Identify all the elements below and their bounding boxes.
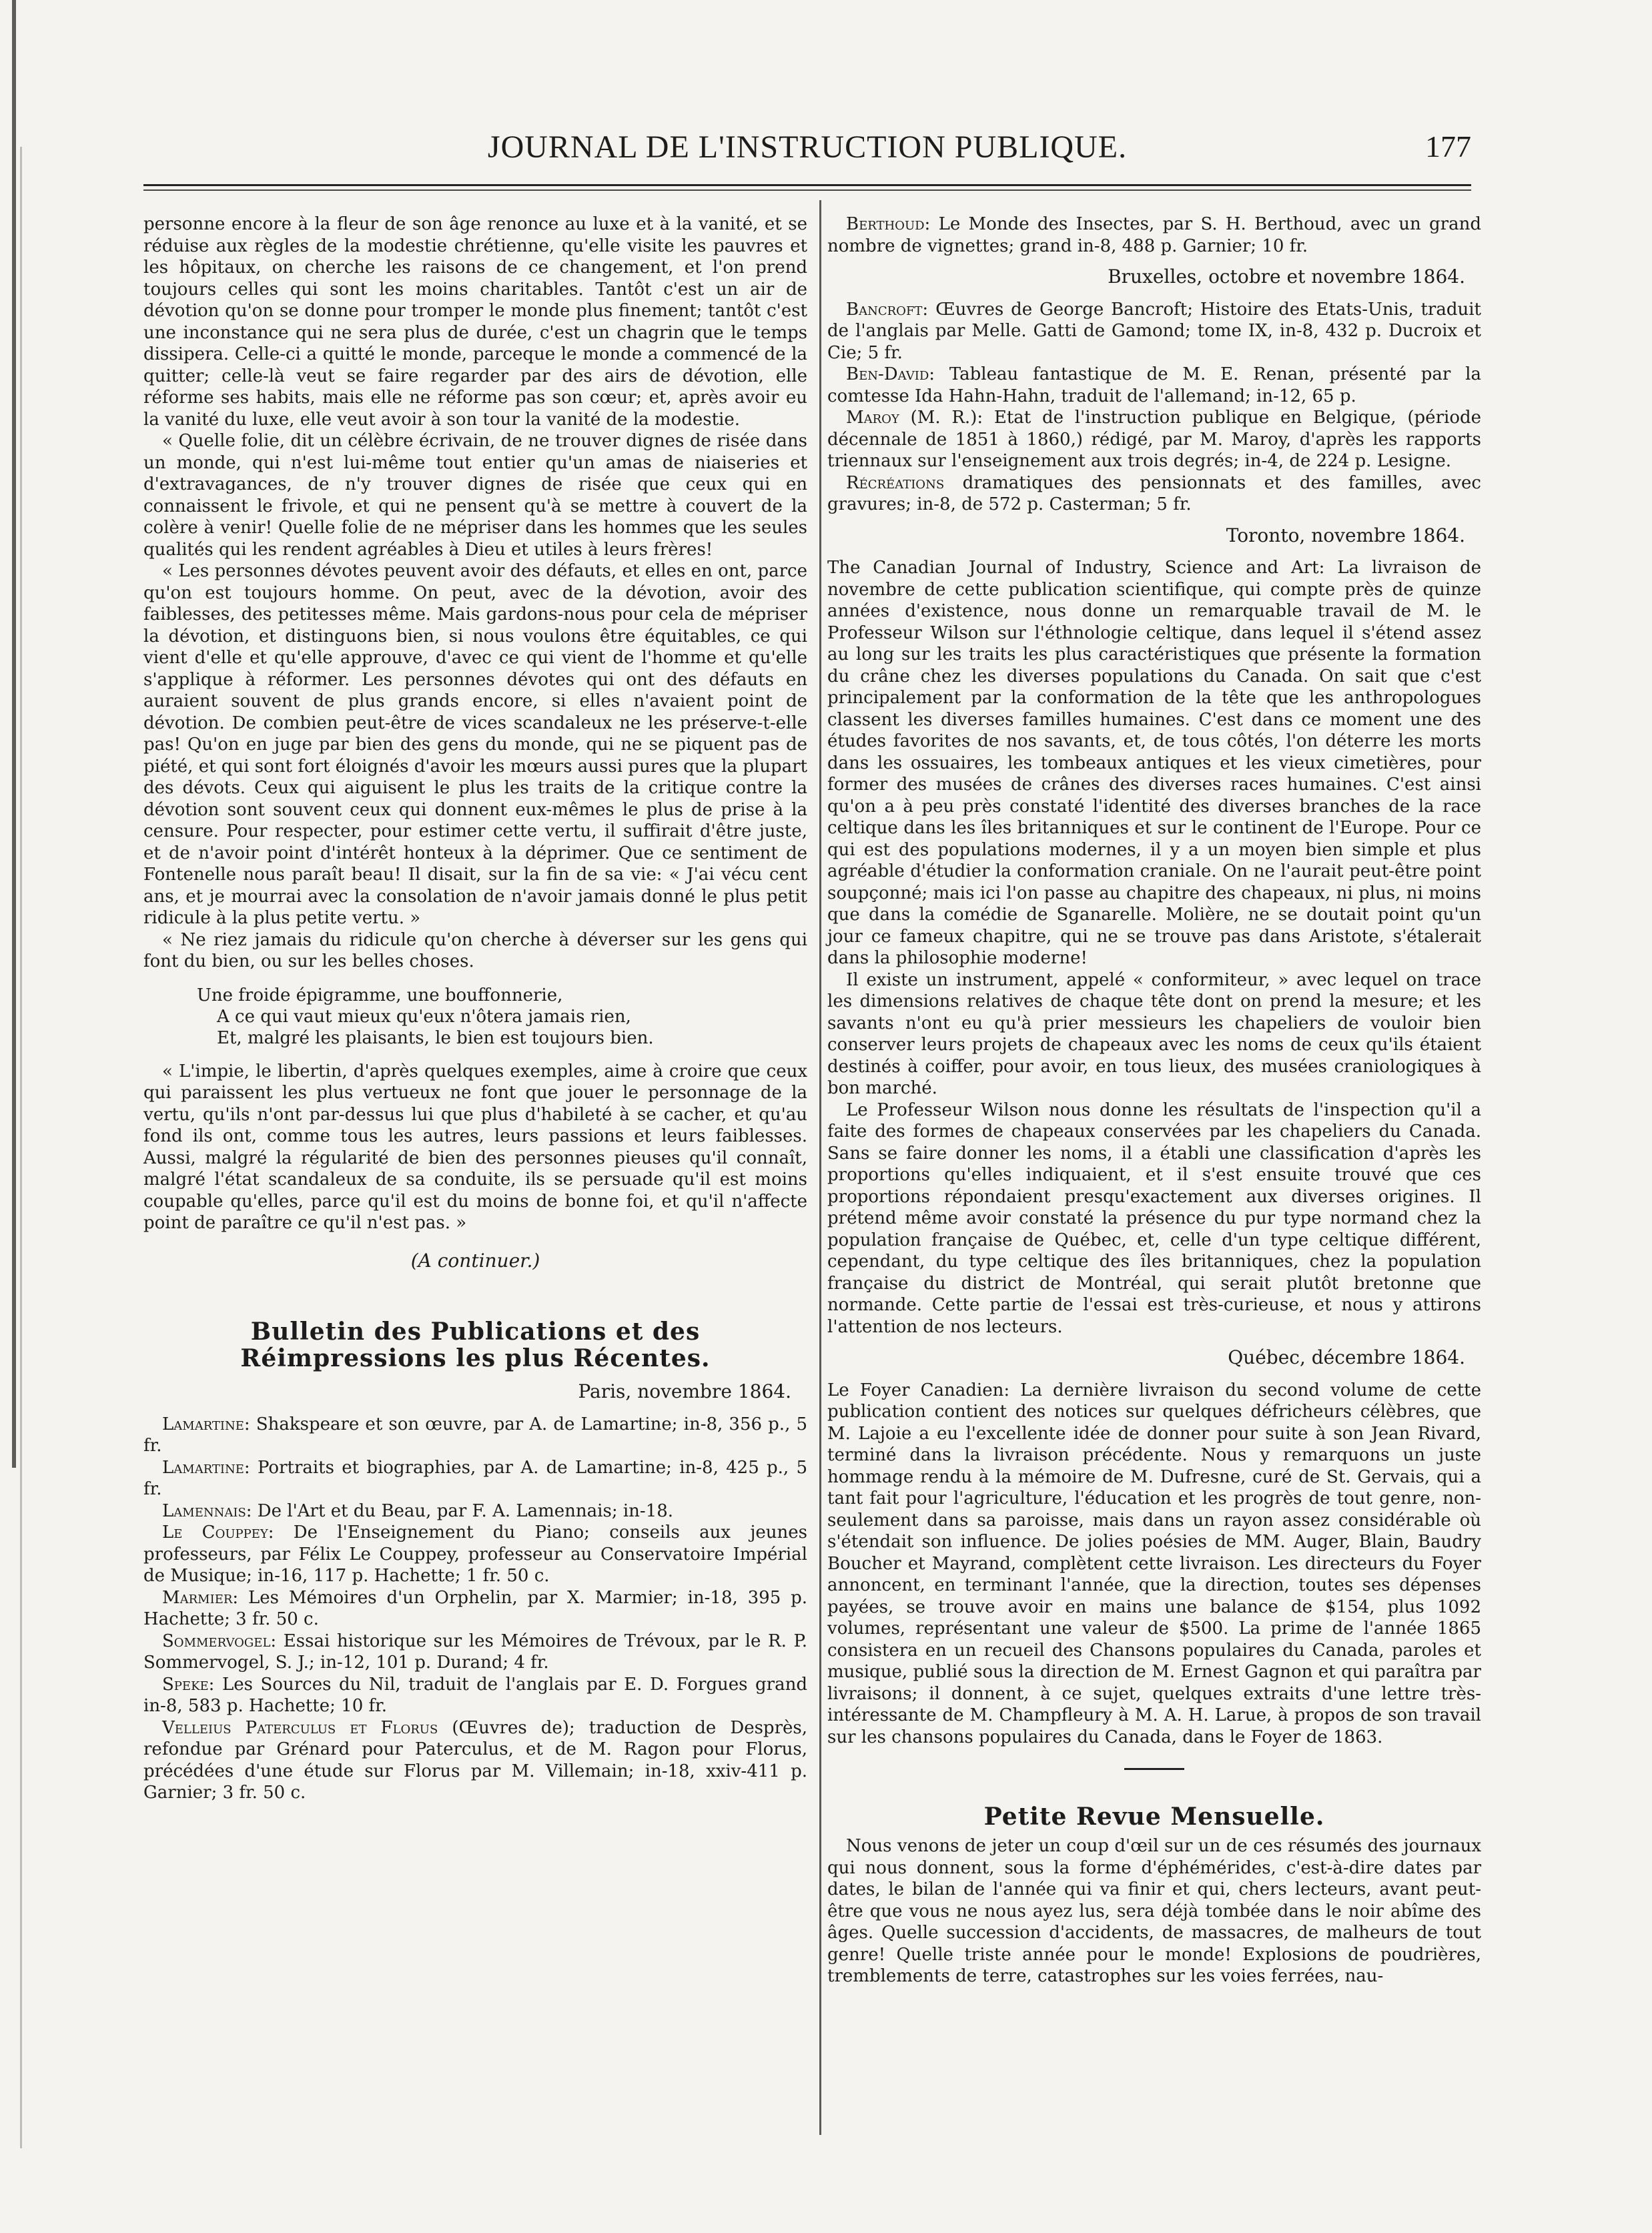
page-edge-shadow — [20, 147, 22, 2148]
entry-author: Lamartine: — [162, 1457, 250, 1478]
paragraph: Nous venons de jeter un coup d'œil sur un de ces résumés des journaux qui nous donnent, sous la forme d'éphémérides, c'est-à-dire dates par dates, le bilan de l'année qui va finir et qui, chers lecteurs, avant peut-être que vous ne nous ayez lus, sera déjà tombée dans le noir abîme des âges. Quelle succession d'accidents, de massacres, de malheurs de tout genre! Quelle triste année pour le monde! Explosions de poudrières, tremblements de terre, catastrophes sur les voies ferrées, nau- — [827, 1836, 1481, 1986]
entry-text: Œuvres de George Bancroft; Histoire des Etats-Unis, traduit de l'anglais par Melle. Gatti de Gamond; tome IX, in-8, 432 p. Ducroix et Cie; 5 fr. — [827, 299, 1481, 363]
header-rule — [143, 184, 1471, 191]
paragraph: Le Professeur Wilson nous donne les résultats de l'inspection qu'il a faite des formes de chapeaux conservées par les chapeliers du Canada. Sans se faire donner les noms, il a établi une classification d'après les proportions qu'elles indiquaient, et il s'est ensuite trouvé que ces proportions répondaient presqu'exactement aux diverses origines. Il prétend même avoir constaté la présence du pur type normand chez la population française de Québec, et, celle d'un type celtique différent, cependant, du type celtique des îles britanniques, chez la population française du district de Montréal, qui serait plutôt bretonne que normande. Cette partie de l'essai est très-curieuse, et nous y attirons l'attention de nos lecteurs. — [827, 1099, 1481, 1337]
poem-line: Une froide épigramme, une bouffonnerie, — [197, 985, 563, 1005]
entry-text: Shakspeare et son œuvre, par A. de Lamartine; in-8, 356 p., 5 fr. — [143, 1414, 807, 1456]
bulletin-entry — [827, 407, 1481, 472]
entry-author: Velleius Paterculus et Florus — [162, 1717, 438, 1738]
entry-author: Marmier: — [162, 1587, 239, 1608]
paragraph: personne encore à la fleur de son âge renonce au luxe et à la vanité, et se réduise aux règles de la modestie chrétienne, qu'elle visite les pauvres et les hôpitaux, on cherche les raisons de ce changement, et l'on prend toujours celles qui sont les moins charitables. Tantôt c'est un air de dévotion qu'on se donne pour tromper le monde plus finement; tantôt c'est une inconstance qui ne sera plus de durée, c'est un chagrin que le temps dissipera. Celle-ci a quitté le monde, parceque le monde a commencé de la quitter; celle-là veut se faire regarder par des airs de dévotion, elle réforme ses habits, mais elle ne réforme pas son cœur; et, après avoir eu la vanité du luxe, elle veut avoir à son tour la vanité de la modestie. — [143, 214, 807, 430]
entry-text: dramatiques des pensionnats et des familles, avec gravures; in-8, de 572 p. Casterman; 5 fr. — [827, 472, 1481, 514]
dateline-quebec: Québec, décembre 1864. — [1228, 1346, 1465, 1368]
bulletin-entries — [143, 1414, 807, 1804]
entry-author: Lamennais: — [162, 1500, 252, 1521]
bulletin-entry — [827, 299, 1481, 364]
bulletin-entry — [143, 1587, 807, 1631]
paragraph: « Les personnes dévotes peuvent avoir des défauts, et elles en ont, parce qu'on est toujours homme. On peut, avec de la dévotion, avoir des faiblesses, des petitesses même. Mais gardons-nous pour cela de mépriser la dévotion, et distinguons bien, si nous voulons être équitables, ce qui vient d'elle et qu'elle approuve, d'avec ce qui vient de l'homme et qu'elle s'applique à réformer. Les personnes dévotes qui ont des défauts en auraient souvent de plus grands encore, si elles n'avaient point de dévotion. De combien peut-être de vices scandaleux ne les préserve-t-elle pas! Qu'on en juge par bien des gens du monde, qui ne se piquent pas de piété, et qui sont fort éloignés d'avoir les mœurs aussi pures que la plupart des dévots. Ceux qui aiguisent le plus les traits de la critique contre la dévotion sont souvent ceux qui donnent eux-mêmes le plus de prise à la censure. Pour respecter, pour estimer cette vertu, il suffirait d'être juste, et de n'avoir point d'intérêt honteux à la déprimer. Que ce sentiment de Fontenelle nous paraît beau! Il disait, sur la fin de sa vie: « J'ai vécu cent ans, et je mourrai avec la consolation de n'avoir jamais donné le plus petit ridicule à la plus petite vertu. » — [143, 561, 807, 928]
page-header — [143, 123, 1471, 177]
bulletin-entry — [827, 213, 1481, 257]
paragraph: « Quelle folie, dit un célèbre écrivain, de ne trouver dignes de risée dans un monde, qui n'est lui-même tout entier qu'un amas de niaiseries et d'extravagances, de n'y trouver dignes de risée que ceux qui en connaissent le frivole, et qui ne pensent qu'à se mettre à couvert de la colère à venir! Quelle folie de ne mépriser dans les hommes que les seules qualités qui les rendent agréables à Dieu et utiles à leurs frères! — [143, 431, 807, 560]
bulletin-entry — [143, 1500, 807, 1522]
entry-author: The Canadian Journal of Industry, Science and Art: — [827, 558, 1325, 578]
entry-author: Maroy (M. R.): — [846, 408, 983, 428]
dateline-paris: Paris, novembre 1864. — [578, 1380, 791, 1402]
entry-author: Récréations — [846, 472, 945, 493]
poem-line: A ce qui vaut mieux qu'eux n'ôtera jamais rien, — [217, 1006, 631, 1027]
paragraph: « L'impie, le libertin, d'après quelques exemples, aime à croire que ceux qui paraissent les plus vertueux ne font que jouer le personnage de la vertu, qu'ils n'ont par-dessus lui que plus d'habileté à se cacher, et qu'au fond ils ont, comme tous les autres, leurs passions et leurs faiblesses. Aussi, malgré la régularité de bien des personnes pieuses qu'il connaît, malgré l'état scandaleux de sa conduite, ils se persuade qu'il est moins coupable qu'elles, parce qu'il est du moins de bonne foi, et qu'il n'affecte point de paraître ce qu'il n'est pas. » — [143, 1061, 807, 1233]
entry-text: Le Monde des Insectes, par S. H. Berthoud, avec un grand nombre de vignettes; grand in-8, 488 p. Garnier; 10 fr. — [827, 214, 1481, 256]
entry-text: Etat de l'instruction publique en Belgique, (période décennale de 1851 à 1860,) rédigé, par M. Maroy, d'après les rapports triennaux sur l'enseignement aux trois degrés; in-4, de 224 p. Lesigne. — [827, 408, 1481, 471]
journal-title: JOURNAL DE L'INSTRUCTION PUBLIQUE. — [487, 129, 1128, 165]
paragraph — [827, 1380, 1481, 1749]
paragraph — [827, 557, 1481, 969]
paragraph: « Ne riez jamais du ridicule qu'on cherche à déverser sur les gens qui font du bien, ou sur les belles choses. — [143, 929, 807, 971]
bulletin-entry — [143, 1717, 807, 1804]
page-edge — [12, 0, 16, 1468]
bulletin-entry — [143, 1522, 807, 1587]
entry-text: La livraison de novembre de cette publication scientifique, qui compte près de quinze années d'existence, nous donne un remarquable travail de M. le Professeur Wilson sur l'éthnologie celtique, dans lequel il s'étend assez au long sur les traits les plus caractéristiques que présente la formation du crâne chez les diverses populations du Canada. On sait que c'est principalement par la conformation de la tête que les anthropologues classent les diverses familles humaines. C'est dans ce moment une des études favorites de nos savants, et, de tous côtés, l'on déterre les morts dans les ossuaires, les tombeaux antiques et les vieux cimetières, pour former des musées de crânes des diverses races humaines. C'est ainsi qu'on a à peu près constaté l'identité des diverses branches de la race celtique dans les îles britanniques et sur le continent de l'Europe. Pour ce qui est des populations modernes, il y a un moyen bien simple et plus agréable d'étudier la conformation craniale. On ne l'aurait peut-être point soupçonné; mais ici l'on passe au chapitre des chapeaux, ni plus, ni moins que dans la comédie de Sganarelle. Molière, ne se doutait point qu'un jour ce fameux chapitre, qui ne se trouve pas dans Aristote, s'étalerait dans la philosophie moderne! — [827, 558, 1481, 968]
entry-text: Tableau fantastique de M. E. Renan, présenté par la comtesse Ida Hahn-Hahn, traduit de l'allemand; in-12, 65 p. — [827, 364, 1481, 406]
bulletin-entry — [827, 364, 1481, 407]
bulletin-entry — [143, 1414, 807, 1457]
to-be-continued: (A continuer.) — [410, 1249, 540, 1272]
bulletin-entry — [143, 1674, 807, 1717]
revue-title: Petite Revue Mensuelle. — [983, 1803, 1325, 1831]
entry-text: Essai historique sur les Mémoires de Trévoux, par le R. P. Sommervogel, S. J.; in-12, 101 p. Durand; 4 fr. — [143, 1631, 807, 1673]
bulletin-entry — [827, 472, 1481, 516]
bulletin-entry — [143, 1457, 807, 1500]
poem-line: Et, malgré les plaisants, le bien est toujours bien. — [217, 1027, 654, 1048]
entry-text: Portraits et biographies, par A. de Lamartine; in-8, 425 p., 5 fr. — [143, 1457, 807, 1499]
entry-text: Les Mémoires d'un Orphelin, par X. Marmier; in-18, 395 p. Hachette; 3 fr. 50 c. — [143, 1587, 807, 1629]
entry-author: Le Foyer Canadien: — [827, 1380, 1010, 1400]
right-column — [827, 213, 1481, 1987]
bulletin-title: Bulletin des Publications et des Réimpressions les plus Récentes. — [240, 1318, 711, 1372]
left-column — [143, 213, 807, 1804]
entry-text: De l'Art et du Beau, par F. A. Lamennais; in-18. — [252, 1500, 674, 1521]
page-number: 177 — [1425, 129, 1471, 163]
entry-author: Le Couppey: — [162, 1522, 274, 1542]
entry-text: De l'Enseignement du Piano; conseils aux jeunes professeurs, par Félix Le Couppey, professeur au Conservatoire Impérial de Musique; in-16, 117 p. Hachette; 1 fr. 50 c. — [143, 1522, 807, 1586]
entry-text: (Œuvres de); traduction de Desprès, refondue par Grénard pour Paterculus, et de M. Ragon pour Florus, précédées d'une étude sur Florus par M. Villemain; in-18, xxiv-411 p. Garnier; 3 fr. 50 c. — [143, 1717, 807, 1803]
entry-author: Bancroft: — [846, 299, 929, 320]
bulletin-entry — [143, 1631, 807, 1674]
entry-author: Sommervogel: — [162, 1631, 277, 1651]
entry-author: Berthoud: — [846, 214, 931, 234]
entry-author: Lamartine: — [162, 1414, 250, 1434]
dateline-bruxelles: Bruxelles, octobre et novembre 1864. — [1108, 266, 1465, 288]
column-separator — [819, 200, 821, 2135]
poem — [197, 985, 807, 1049]
entry-author: Speke: — [162, 1674, 215, 1695]
entry-text: Les Sources du Nil, traduit de l'anglais par E. D. Forgues grand in-8, 583 p. Hachette; 10 fr. — [143, 1674, 807, 1716]
entry-author: Ben-David: — [846, 364, 935, 384]
entry-text: La dernière livraison du second volume de cette publication contient des notices sur quelques défricheurs célèbres, que M. Lajoie a eu l'excellente idée de donner pour suite à son Jean Rivard, terminé dans la livraison précédente. Nous y remarquons un juste hommage rendu à la mémoire de M. Dufresne, curé de St. Gervais, qui a tant fait pour l'agriculture, l'éducation et les progrès de tout genre, non-seulement dans sa paroisse, mais dans un rayon assez considérable où s'étendait son influence. De jolies poésies de MM. Auger, Blain, Baudry Boucher et Mayrand, complètent cette livraison. Les directeurs du Foyer annoncent, en terminant l'année, que la direction, toutes ses dépenses payées, se trouve avoir en mains une balance de $154, plus 1092 volumes, représentant une valeur de $500. La prime de l'année 1865 consistera en un recueil des Chansons populaires du Canada, paroles et musique, publié sous la direction de M. Ernest Gagnon et qui paraîtra par livraisons; il donnent, à ce sujet, quelques extraits d'une lettre très-intéressante de M. Champfleury à M. A. H. Larue, à propos de son travail sur les chansons populaires du Canada, dans le Foyer de 1863. — [827, 1380, 1481, 1747]
paragraph: Il existe un instrument, appelé « conformiteur, » avec lequel on trace les dimensions relatives de chaque tête dont on prend la mesure; et les savants n'ont eu qu'à prier messieurs les chapeliers de vouloir bien conserver leurs projets de chapeaux avec les noms de ceux qu'ils étaient destinés à coiffer, pour avoir, en tous lieux, des musées craniologiques à bon marché. — [827, 969, 1481, 1098]
dateline-toronto: Toronto, novembre 1864. — [1226, 524, 1465, 546]
section-divider — [1124, 1768, 1184, 1770]
bulletin-entries — [827, 299, 1481, 516]
